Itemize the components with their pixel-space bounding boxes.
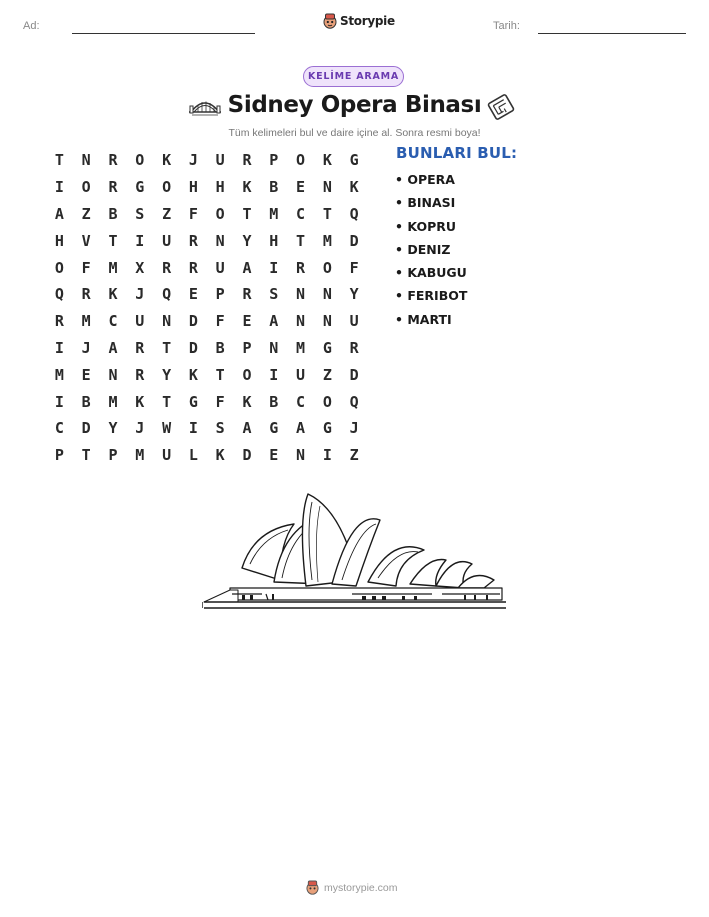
grid-letter[interactable]: H xyxy=(54,231,64,250)
grid-letter[interactable]: T xyxy=(296,231,306,250)
grid-letter[interactable]: I xyxy=(188,419,198,438)
name-field-line[interactable] xyxy=(72,33,255,34)
grid-letter[interactable]: G xyxy=(322,419,332,438)
grid-letter[interactable]: M xyxy=(322,231,332,250)
grid-letter[interactable]: B xyxy=(108,204,118,223)
grid-letter[interactable]: B xyxy=(215,338,225,357)
grid-letter[interactable]: N xyxy=(81,151,91,170)
grid-letter[interactable]: M xyxy=(81,312,91,331)
grid-letter[interactable]: U xyxy=(349,312,359,331)
grid-letter[interactable]: X xyxy=(135,258,145,277)
grid-letter[interactable]: A xyxy=(242,258,252,277)
grid-letter[interactable]: Y xyxy=(242,231,252,250)
word-item: • MARTI xyxy=(395,311,452,327)
grid-letter[interactable]: D xyxy=(349,365,359,384)
grid-letter[interactable]: R xyxy=(108,178,118,197)
grid-letter[interactable]: R xyxy=(349,338,359,357)
grid-letter[interactable]: K xyxy=(242,178,252,197)
grid-letter[interactable]: E xyxy=(242,312,252,331)
grid-letter[interactable]: R xyxy=(188,258,198,277)
grid-letter[interactable]: J xyxy=(135,419,145,438)
grid-letter[interactable]: P xyxy=(269,151,279,170)
grid-letter[interactable]: N xyxy=(215,231,225,250)
grid-letter[interactable]: I xyxy=(269,365,279,384)
grid-letter[interactable]: G xyxy=(135,178,145,197)
grid-letter[interactable]: N xyxy=(322,285,332,304)
grid-letter[interactable]: M xyxy=(135,446,145,465)
grid-letter[interactable]: C xyxy=(108,312,118,331)
grid-letter[interactable]: F xyxy=(188,204,198,223)
grid-letter[interactable]: B xyxy=(269,178,279,197)
grid-letter[interactable]: O xyxy=(322,392,332,411)
grid-letter[interactable]: Z xyxy=(162,204,172,223)
grid-letter[interactable]: C xyxy=(54,419,64,438)
grid-letter[interactable]: T xyxy=(162,338,172,357)
grid-letter[interactable]: I xyxy=(54,178,64,197)
grid-letter[interactable]: E xyxy=(269,446,279,465)
grid-letter[interactable]: M xyxy=(108,392,118,411)
grid-letter[interactable]: A xyxy=(269,312,279,331)
grid-letter[interactable]: O xyxy=(162,178,172,197)
grid-letter[interactable]: Y xyxy=(162,365,172,384)
grid-letter[interactable]: M xyxy=(54,365,64,384)
grid-letter[interactable]: R xyxy=(81,285,91,304)
grid-letter[interactable]: A xyxy=(54,204,64,223)
word-list-title: BUNLARI BUL: xyxy=(396,144,518,162)
word-search-grid[interactable] xyxy=(46,147,368,469)
grid-letter[interactable]: N xyxy=(162,312,172,331)
grid-letter[interactable]: R xyxy=(242,151,252,170)
grid-letter[interactable]: R xyxy=(108,151,118,170)
grid-letter[interactable]: E xyxy=(188,285,198,304)
grid-letter[interactable]: S xyxy=(269,285,279,304)
grid-letter[interactable]: I xyxy=(54,338,64,357)
grid-letter[interactable]: U xyxy=(215,151,225,170)
grid-letter[interactable]: G xyxy=(269,419,279,438)
grid-letter[interactable]: T xyxy=(162,392,172,411)
instructions: Tüm kelimeleri bul ve daire içine al. Sonra resmi boya! xyxy=(228,127,481,139)
grid-letter[interactable]: J xyxy=(188,151,198,170)
grid-letter[interactable]: O xyxy=(215,204,225,223)
grid-letter[interactable]: T xyxy=(108,231,118,250)
grid-letter[interactable]: N xyxy=(322,178,332,197)
grid-letter[interactable]: Z xyxy=(349,446,359,465)
name-label: Ad: xyxy=(23,20,40,32)
grid-letter[interactable]: P xyxy=(215,285,225,304)
brand xyxy=(323,13,395,29)
word-item: • DENIZ xyxy=(395,241,451,257)
grid-letter[interactable]: I xyxy=(322,446,332,465)
grid-letter[interactable]: O xyxy=(54,258,64,277)
grid-letter[interactable]: H xyxy=(215,178,225,197)
grid-letter[interactable]: Q xyxy=(54,285,64,304)
grid-letter[interactable]: H xyxy=(269,231,279,250)
grid-letter[interactable]: I xyxy=(269,258,279,277)
grid-letter[interactable]: M xyxy=(108,258,118,277)
grid-letter[interactable]: R xyxy=(162,258,172,277)
grid-letter[interactable]: F xyxy=(215,312,225,331)
grid-letter[interactable]: J xyxy=(81,338,91,357)
maze-icon xyxy=(486,93,516,121)
grid-letter[interactable]: F xyxy=(215,392,225,411)
word-list xyxy=(395,171,467,334)
grid-letter[interactable]: P xyxy=(108,446,118,465)
grid-letter[interactable]: E xyxy=(296,178,306,197)
grid-letter[interactable]: T xyxy=(54,151,64,170)
grid-letter[interactable]: N xyxy=(108,365,118,384)
grid-letter[interactable]: O xyxy=(296,151,306,170)
grid-letter[interactable]: U xyxy=(215,258,225,277)
grid-letter[interactable]: D xyxy=(242,446,252,465)
grid-letter[interactable]: D xyxy=(188,338,198,357)
grid-letter[interactable]: Q xyxy=(162,285,172,304)
grid-letter[interactable]: O xyxy=(242,365,252,384)
grid-letter[interactable]: R xyxy=(296,258,306,277)
grid-letter[interactable]: U xyxy=(162,231,172,250)
grid-letter[interactable]: F xyxy=(81,258,91,277)
grid-letter[interactable]: G xyxy=(322,338,332,357)
grid-letter[interactable]: P xyxy=(242,338,252,357)
grid-letter[interactable]: T xyxy=(242,204,252,223)
grid-letter[interactable]: K xyxy=(108,285,118,304)
grid-letter[interactable]: K xyxy=(242,392,252,411)
grid-letter[interactable]: M xyxy=(269,204,279,223)
word-item: • FERIBOT xyxy=(395,288,468,304)
grid-letter[interactable]: L xyxy=(188,446,198,465)
grid-letter[interactable]: R xyxy=(54,312,64,331)
grid-letter[interactable]: O xyxy=(81,178,91,197)
grid-letter[interactable]: E xyxy=(81,365,91,384)
storypie-logo-icon xyxy=(323,13,337,29)
grid-letter[interactable]: W xyxy=(162,419,172,438)
grid-letter[interactable]: I xyxy=(54,392,64,411)
grid-letter[interactable]: G xyxy=(349,151,359,170)
grid-letter[interactable]: K xyxy=(322,151,332,170)
footer-url[interactable]: mystorypie.com xyxy=(324,881,398,894)
grid-letter[interactable]: N xyxy=(296,312,306,331)
date-label: Tarih: xyxy=(493,20,520,32)
grid-letter[interactable]: I xyxy=(135,231,145,250)
word-item: • KABUGU xyxy=(395,265,467,281)
grid-letter[interactable]: Z xyxy=(81,204,91,223)
grid-letter[interactable]: Y xyxy=(108,419,118,438)
grid-letter[interactable]: R xyxy=(188,231,198,250)
grid-letter[interactable]: T xyxy=(215,365,225,384)
page-title: Sidney Opera Binası xyxy=(227,92,482,118)
date-field-line[interactable] xyxy=(538,33,686,34)
grid-letter[interactable]: D xyxy=(81,419,91,438)
grid-letter[interactable]: N xyxy=(296,446,306,465)
grid-letter[interactable]: M xyxy=(296,338,306,357)
grid-letter[interactable]: J xyxy=(135,285,145,304)
grid-letter[interactable]: R xyxy=(135,338,145,357)
grid-letter[interactable]: S xyxy=(215,419,225,438)
grid-letter[interactable]: C xyxy=(296,392,306,411)
grid-letter[interactable]: K xyxy=(215,446,225,465)
grid-letter[interactable]: B xyxy=(269,392,279,411)
grid-letter[interactable]: T xyxy=(322,204,332,223)
grid-letter[interactable]: N xyxy=(269,338,279,357)
grid-letter[interactable]: F xyxy=(349,258,359,277)
storypie-logo-icon xyxy=(306,880,319,895)
grid-letter[interactable]: A xyxy=(296,419,306,438)
grid-letter[interactable]: U xyxy=(135,312,145,331)
grid-letter[interactable]: C xyxy=(296,204,306,223)
grid-letter[interactable]: J xyxy=(349,419,359,438)
grid-letter[interactable]: H xyxy=(188,178,198,197)
opera-house-illustration[interactable] xyxy=(202,490,508,614)
grid-letter[interactable]: Y xyxy=(349,285,359,304)
grid-letter[interactable]: R xyxy=(242,285,252,304)
grid-letter[interactable]: Q xyxy=(349,392,359,411)
category-badge: KELİME ARAMA xyxy=(303,66,404,87)
grid-letter[interactable]: T xyxy=(81,446,91,465)
grid-letter[interactable]: B xyxy=(81,392,91,411)
word-item: • BINASI xyxy=(395,195,456,211)
grid-letter[interactable]: Q xyxy=(349,204,359,223)
grid-letter[interactable]: G xyxy=(188,392,198,411)
grid-letter[interactable]: N xyxy=(322,312,332,331)
grid-letter[interactable]: Z xyxy=(322,365,332,384)
grid-letter[interactable]: K xyxy=(135,392,145,411)
grid-letter[interactable]: K xyxy=(188,365,198,384)
grid-letter[interactable]: A xyxy=(242,419,252,438)
grid-letter[interactable]: O xyxy=(135,151,145,170)
grid-letter[interactable]: U xyxy=(296,365,306,384)
grid-letter[interactable]: K xyxy=(162,151,172,170)
grid-letter[interactable]: U xyxy=(162,446,172,465)
grid-letter[interactable]: O xyxy=(322,258,332,277)
grid-letter[interactable]: A xyxy=(108,338,118,357)
brand-name: Storypie xyxy=(340,14,395,28)
grid-letter[interactable]: N xyxy=(296,285,306,304)
grid-letter[interactable]: P xyxy=(54,446,64,465)
word-item: • OPERA xyxy=(395,172,455,187)
grid-letter[interactable]: V xyxy=(81,231,91,250)
grid-letter[interactable]: S xyxy=(135,204,145,223)
grid-letter[interactable]: D xyxy=(188,312,198,331)
word-item: • KOPRU xyxy=(395,218,457,234)
grid-letter[interactable]: R xyxy=(135,365,145,384)
grid-letter[interactable]: D xyxy=(349,231,359,250)
grid-letter[interactable]: K xyxy=(349,178,359,197)
footer xyxy=(306,880,398,895)
